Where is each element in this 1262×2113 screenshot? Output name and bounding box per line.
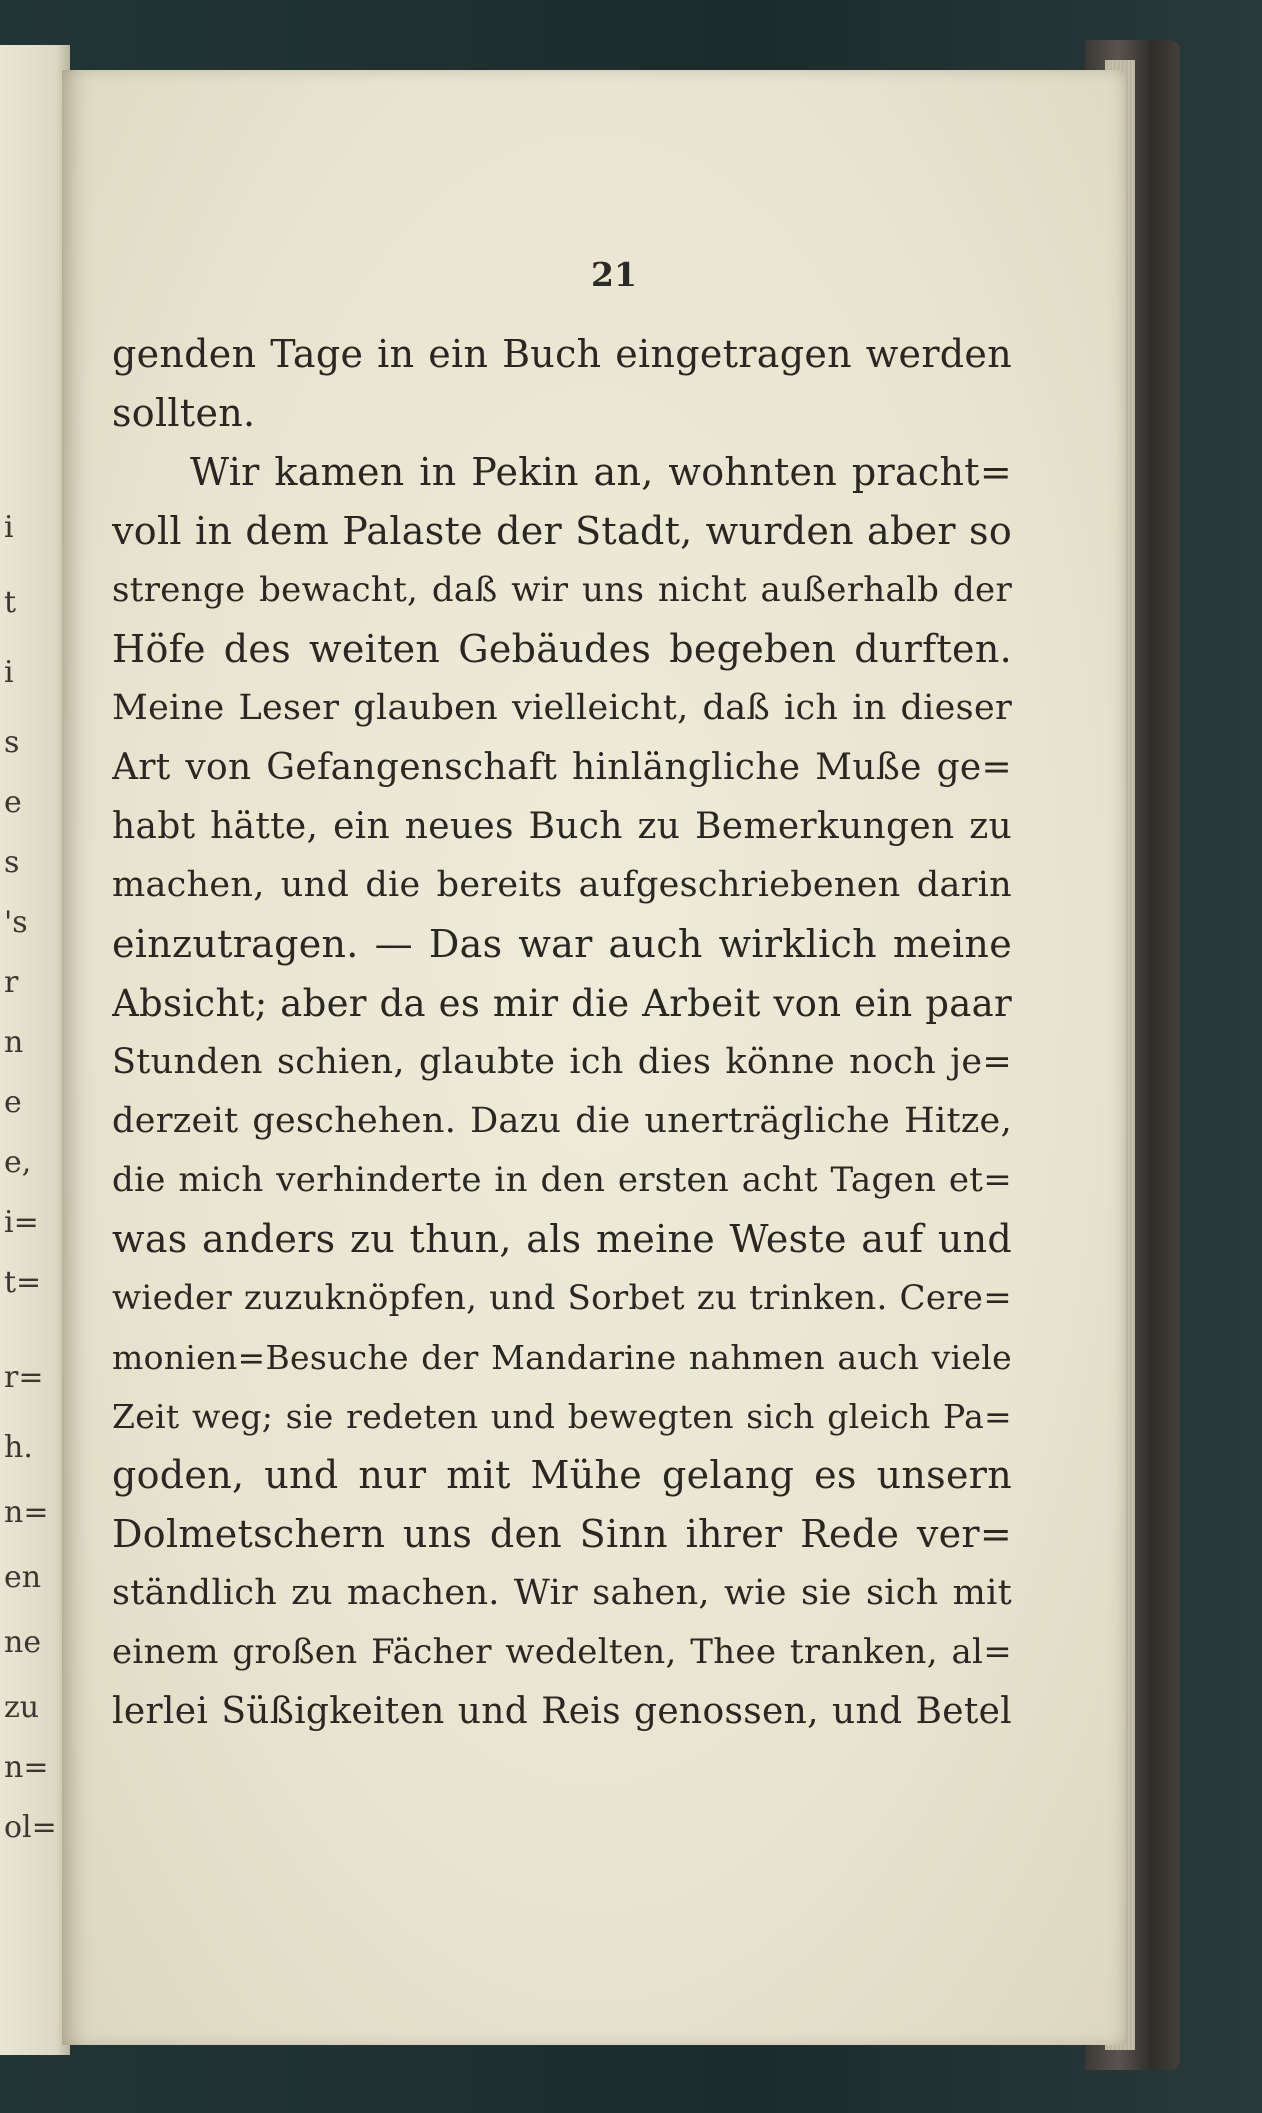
text-line: lerlei Süßigkeiten und Reis genossen, und Betel (112, 1691, 1012, 1732)
fragment: t (4, 585, 17, 620)
text-line: was anders zu thun, als meine Weste auf und (112, 1217, 1012, 1261)
fragment: n= (4, 1750, 49, 1785)
fragment: ol= (4, 1810, 57, 1845)
previous-page-strip (0, 45, 70, 2055)
text-line: strenge bewacht, daß wir uns nicht außerhalb der (112, 570, 1012, 610)
text-line: einem großen Fächer wedelten, Thee tranken, al= (112, 1632, 1012, 1672)
text-line: Art von Gefangenschaft hinlängliche Muße ge= (112, 747, 1012, 788)
fragment: n (4, 1025, 24, 1060)
text-line: Zeit weg; sie redeten und bewegten sich gleich Pa= (112, 1397, 1012, 1436)
fragment: r (4, 965, 19, 1000)
text-line: genden Tage in ein Buch eingetragen werden (112, 332, 1012, 376)
fragment: n= (4, 1495, 49, 1530)
text-line: Höfe des weiten Gebäudes begeben durften. (112, 627, 1012, 671)
text-line: sollten. (112, 391, 256, 435)
fragment: h. (4, 1430, 33, 1465)
fragment: e (4, 785, 22, 820)
text-line: Wir kamen in Pekin an, wohnten pracht= (190, 450, 1012, 494)
fragment: 's (4, 905, 28, 940)
fragment: en (4, 1560, 42, 1595)
text-line: Dolmetschern uns den Sinn ihrer Rede ver= (112, 1512, 1012, 1556)
fragment: t= (4, 1265, 42, 1300)
fragment: i (4, 510, 14, 545)
text-line: machen, und die bereits aufgeschriebenen darin (112, 865, 1012, 905)
text-line: derzeit geschehen. Dazu die unerträgliche Hitze, (112, 1101, 1012, 1141)
fragment: e (4, 1085, 22, 1120)
fragment: s (4, 845, 20, 880)
book-page (62, 70, 1126, 2045)
text-line: die mich verhinderte in den ersten acht Tagen et= (112, 1160, 1012, 1200)
text-line: ständlich zu machen. Wir sahen, wie sie sich mit (112, 1573, 1012, 1613)
text-line: Stunden schien, glaubte ich dies könne noch je= (112, 1042, 1012, 1082)
text-line: wieder zuzuknöpfen, und Sorbet zu trinken. Cere= (112, 1278, 1012, 1318)
fragment: zu (4, 1690, 40, 1725)
text-line: goden, und nur mit Mühe gelang es unsern (112, 1453, 1012, 1497)
fragment: e, (4, 1145, 32, 1180)
text-line: monien=Besuche der Mandarine nahmen auch viele (112, 1338, 1012, 1377)
text-line: voll in dem Palaste der Stadt, wurden aber so (112, 509, 1012, 553)
text-line: Absicht; aber da es mir die Arbeit von ein paar (112, 982, 1012, 1025)
body-text (112, 325, 1012, 1741)
fragment: s (4, 725, 20, 760)
previous-page-fragments (0, 45, 57, 2055)
fragment: r= (4, 1360, 44, 1395)
fragment: i= (4, 1205, 39, 1240)
fragment: i (4, 655, 14, 690)
text-line: einzutragen. — Das war auch wirklich meine (112, 922, 1012, 966)
page-number: 21 (591, 255, 637, 294)
fragment: ne (4, 1625, 42, 1660)
text-line: Meine Leser glauben vielleicht, daß ich in dieser (112, 688, 1012, 728)
text-line: habt hätte, ein neues Buch zu Bemerkungen zu (112, 806, 1012, 847)
